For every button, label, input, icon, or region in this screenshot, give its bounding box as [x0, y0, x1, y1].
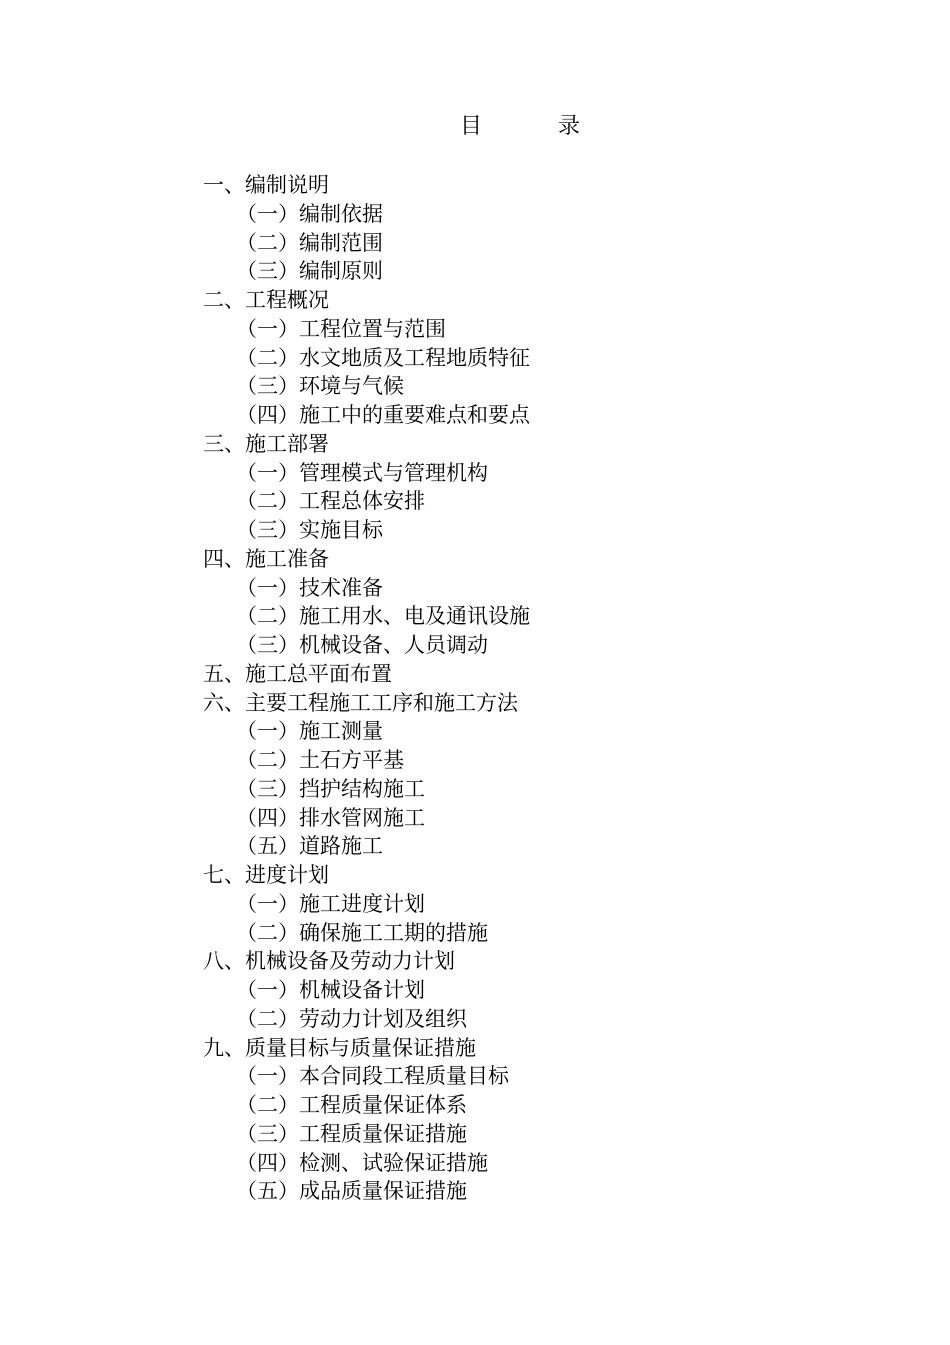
toc-subsection-entry: （三）工程质量保证措施	[236, 1121, 467, 1146]
toc-subsection-entry: （四）施工中的重要难点和要点	[236, 403, 530, 427]
toc-subsection-entry: （四）排水管网施工	[236, 805, 425, 830]
toc-subsection-entry: （一）技术准备	[236, 575, 383, 600]
toc-subsection-entry: （一）机械设备计划	[236, 978, 425, 1002]
toc-subsection-entry: （二）施工用水、电及通讯设施	[236, 604, 530, 629]
toc-section-entry: 二、工程概况	[203, 288, 329, 312]
toc-subsection-entry: （一）编制依据	[236, 201, 383, 226]
toc-subsection-entry: （二）编制范围	[236, 230, 383, 255]
toc-subsection-entry: （一）管理模式与管理机构	[236, 460, 488, 485]
toc-subsection-entry: （三）挡护结构施工	[236, 776, 425, 801]
toc-subsection-entry: （二）工程总体安排	[236, 489, 425, 514]
toc-section-entry: 一、编制说明	[203, 173, 329, 197]
toc-subsection-entry: （一）施工进度计划	[236, 891, 425, 916]
toc-subsection-entry: （三）实施目标	[236, 518, 383, 542]
toc-section-entry: 三、施工部署	[203, 431, 329, 456]
toc-subsection-entry: （一）工程位置与范围	[236, 316, 446, 341]
toc-subsection-entry: （一）施工测量	[236, 719, 383, 744]
toc-subsection-entry: （二）确保施工工期的措施	[236, 920, 488, 945]
toc-section-entry: 九、质量目标与质量保证措施	[203, 1035, 476, 1060]
toc-subsection-entry: （五）道路施工	[236, 834, 383, 859]
toc-subsection-entry: （一）本合同段工程质量目标	[236, 1064, 509, 1089]
toc-section-entry: 八、机械设备及劳动力计划	[203, 949, 455, 974]
toc-subsection-entry: （五）成品质量保证措施	[236, 1179, 467, 1204]
toc-subsection-entry: （三）环境与气候	[236, 374, 404, 399]
toc-subsection-entry: （三）编制原则	[236, 259, 383, 284]
page-title-char-1: 目	[459, 114, 482, 139]
toc-subsection-entry: （四）检测、试验保证措施	[236, 1150, 488, 1175]
toc-subsection-entry: （二）土石方平基	[236, 748, 404, 772]
toc-subsection-entry: （三）机械设备、人员调动	[236, 633, 488, 657]
toc-section-entry: 五、施工总平面布置	[203, 661, 392, 686]
toc-section-entry: 四、施工准备	[203, 546, 329, 571]
toc-section-entry: 七、进度计划	[203, 863, 329, 887]
toc-subsection-entry: （二）水文地质及工程地质特征	[236, 345, 530, 370]
toc-section-entry: 六、主要工程施工工序和施工方法	[203, 690, 518, 715]
table-of-contents	[203, 171, 530, 1206]
page-title	[0, 112, 950, 142]
toc-subsection-entry: （二）劳动力计划及组织	[236, 1006, 467, 1031]
page-title-char-2: 录	[558, 114, 581, 139]
toc-subsection-entry: （二）工程质量保证体系	[236, 1093, 467, 1117]
